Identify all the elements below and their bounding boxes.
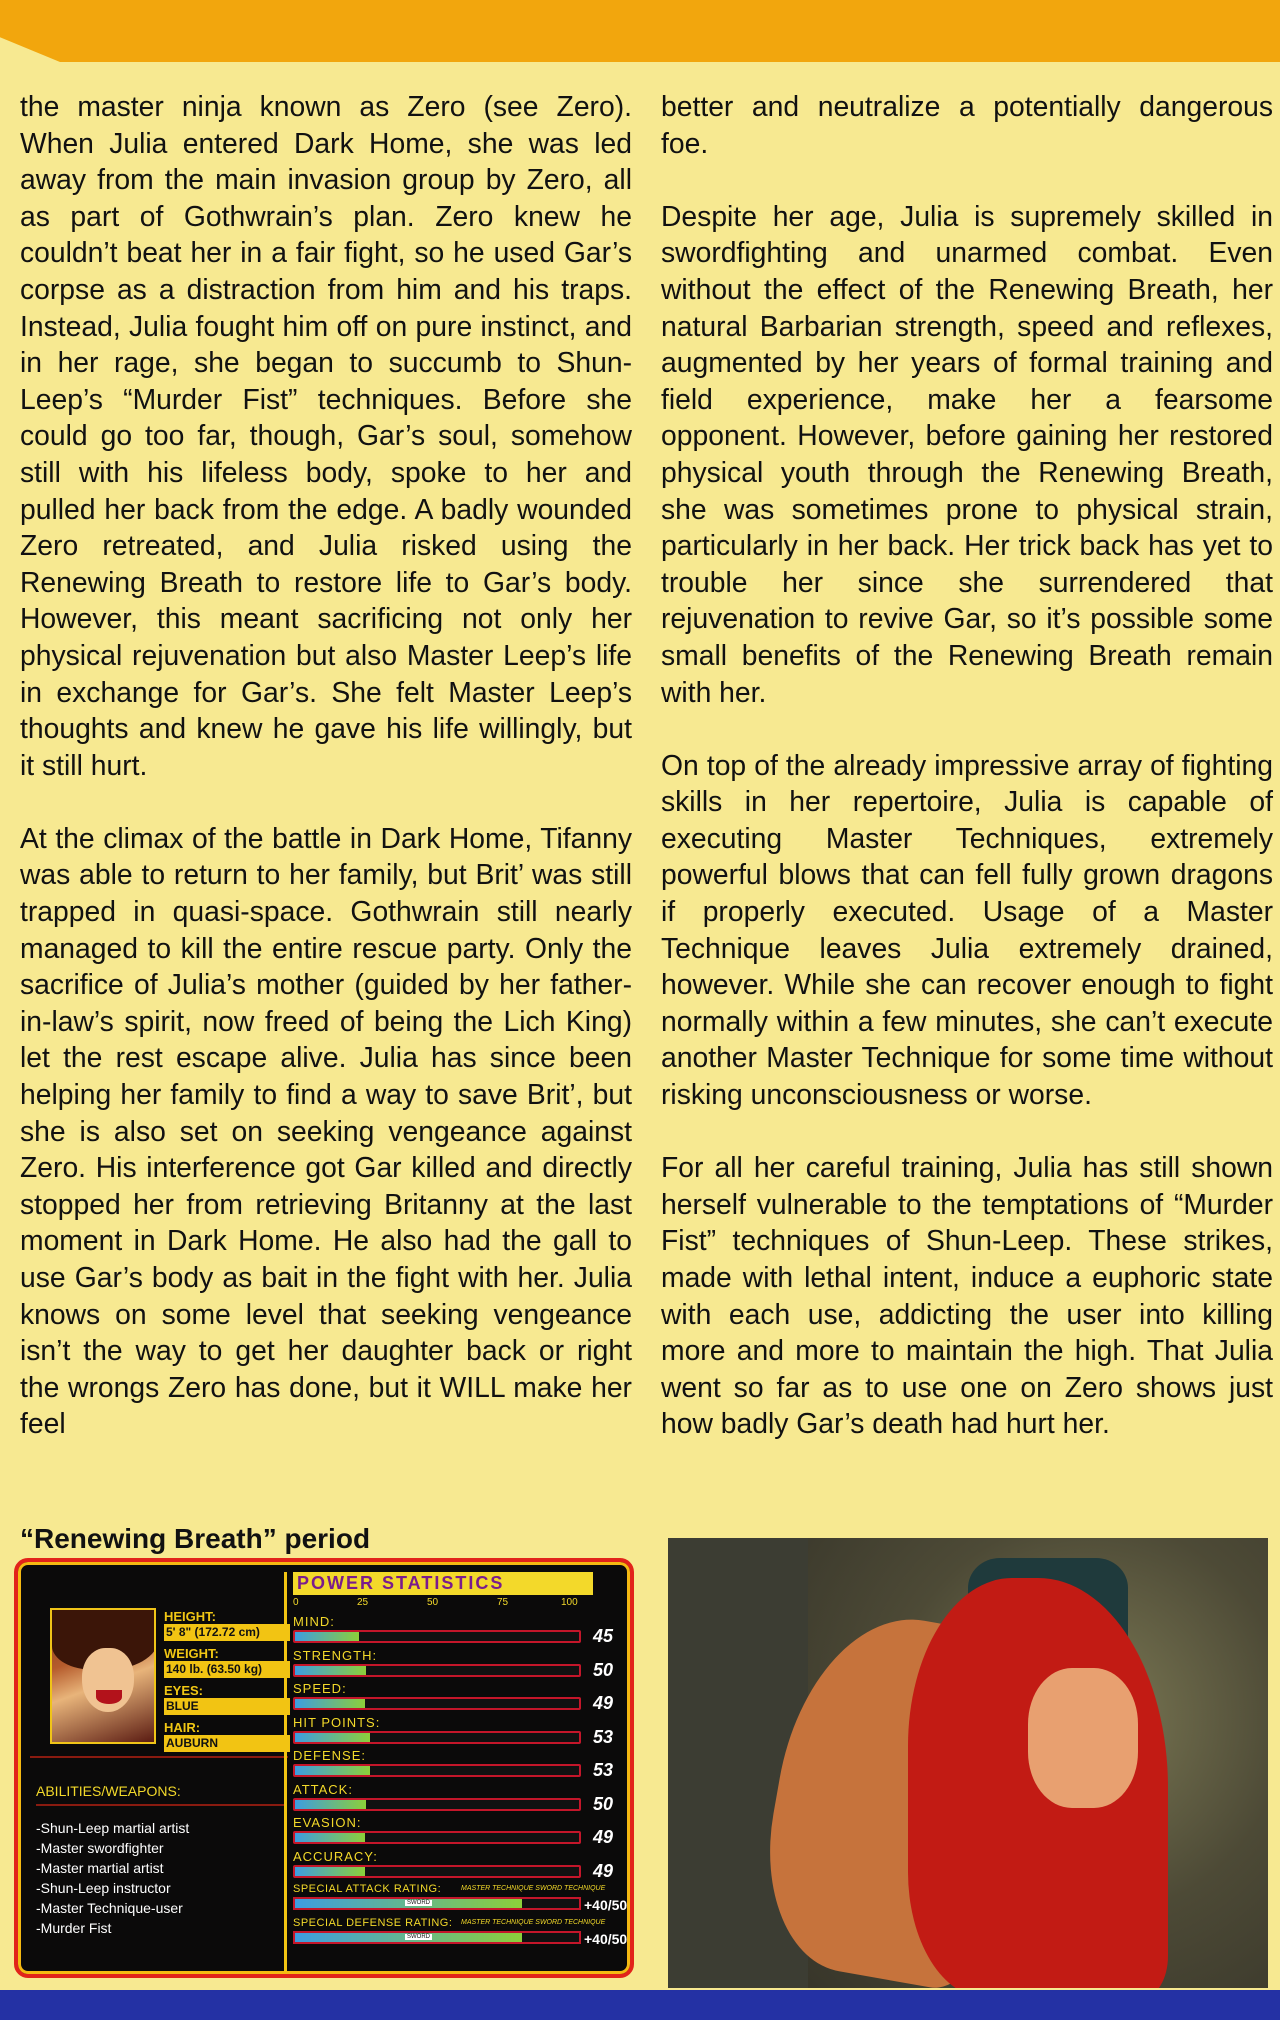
ability-item: -Shun-Leep martial artist bbox=[36, 1820, 190, 1836]
stat-row bbox=[293, 1716, 624, 1750]
abilities-panel bbox=[36, 1782, 286, 1938]
stat-value: 53 bbox=[593, 1726, 614, 1747]
stat-bar-fill bbox=[295, 1699, 365, 1708]
stat-scale bbox=[293, 1595, 624, 1615]
ability-item: -Murder Fist bbox=[36, 1920, 112, 1936]
stat-bar bbox=[293, 1697, 581, 1710]
stat-bar-fill bbox=[295, 1867, 365, 1876]
portrait-mouth bbox=[96, 1690, 122, 1704]
stat-bar bbox=[293, 1831, 581, 1844]
scale-tick-label: 0 bbox=[293, 1597, 299, 1608]
paragraph: At the climax of the battle in Dark Home, Tifanny was able to return to her family, but Brit’ was still trapped in quasi-space. Gothwrain still nearly managed to kill the entire rescue party. Only the sacrifice of Julia’s mother (guided by her father-in-law’s spirit, now freed of being the Lich King) let the rest escape alive. Julia has since been helping her family to find a way to save Brit’, but she is also set on seeking vengeance against Zero. His interference got Gar killed and directly stopped her from retrieving Britanny at the last moment in Dark Home. He also had the gall to use Gar’s body as bait in the fight with her. Julia knows on some level that seeking vengeance isn’t the way to get her daughter back or right the wrongs Zero has done, but it WILL make her feel bbox=[20, 821, 632, 1440]
weight-value: 140 lb. (63.50 kg) bbox=[164, 1661, 290, 1678]
stat-name: ATTACK: bbox=[293, 1781, 353, 1797]
stat-row bbox=[293, 1615, 624, 1649]
stat-list bbox=[293, 1615, 624, 1883]
stat-name: EVASION: bbox=[293, 1815, 362, 1830]
stat-name: MIND: bbox=[293, 1614, 335, 1629]
stat-value: 53 bbox=[593, 1760, 614, 1780]
stat-value: 50 bbox=[593, 1659, 614, 1680]
paragraph: Despite her age, Julia is supremely skilled in swordfighting and unarmed combat. Even without the effect of the Renewing Breath, her natural Barbarian strength, speed and reflexes, augmented by her years of formal training and field experience, make her a fearsome opponent. However, before gaining her restored physical youth through the Renewing Breath, she was sometimes prone to physical strain, particularly in her back. Her trick back has yet to trouble her since she surrendered that rejuvenation to revive Gar, so it’s possible some small benefits of the Renewing Breath remain with her. bbox=[661, 199, 1273, 708]
special-defense-bar bbox=[293, 1931, 581, 1944]
special-attack-note: MASTER TECHNIQUE SWORD TECHNIQUE bbox=[461, 1885, 606, 1892]
stat-name: DEFENSE: bbox=[293, 1748, 367, 1763]
stat-bar-fill bbox=[295, 1666, 366, 1675]
profile-panel bbox=[30, 1580, 288, 1758]
stat-bar-fill bbox=[295, 1766, 370, 1775]
stat-value: 49 bbox=[593, 1827, 614, 1847]
special-attack-weapon: SWORD bbox=[407, 1900, 430, 1906]
eyes-label: EYES: bbox=[164, 1683, 204, 1698]
stat-row bbox=[293, 1649, 624, 1683]
special-defense-value: +40/50 bbox=[584, 1931, 628, 1947]
power-statistics-panel bbox=[284, 1572, 628, 1972]
ability-item: -Master Technique-user bbox=[36, 1900, 183, 1916]
stat-row bbox=[293, 1783, 624, 1817]
character-portrait bbox=[50, 1608, 156, 1744]
special-defense-note: MASTER TECHNIQUE SWORD TECHNIQUE bbox=[461, 1919, 606, 1926]
special-attack-bar bbox=[293, 1897, 581, 1910]
special-attack-value: +40/50 bbox=[584, 1897, 628, 1913]
special-defense-label: SPECIAL DEFENSE RATING: bbox=[293, 1917, 453, 1929]
hair-value: AUBURN bbox=[164, 1735, 290, 1752]
paragraph: On top of the already impressive array of fighting skills in her repertoire, Julia is capable of executing Master Techniques, extremely powerful blows that can fell fully grown dragons if properly executed. Usage of a Master Technique leaves Julia extremely drained, however. While she can recover enough to fight normally within a few minutes, she can’t execute another Master Technique for some time without risking unconsciousness or worse. bbox=[661, 748, 1273, 1111]
stat-bar-fill bbox=[295, 1632, 359, 1641]
scale-tick-label: 50 bbox=[427, 1597, 439, 1608]
special-attack-rating bbox=[293, 1883, 628, 1917]
right-text-column bbox=[661, 88, 1273, 1479]
abilities-heading: ABILITIES/WEAPONS: bbox=[36, 1782, 286, 1806]
stat-value: 50 bbox=[593, 1793, 614, 1814]
stat-bar-fill bbox=[295, 1800, 366, 1809]
stat-name: ACCURACY: bbox=[293, 1848, 378, 1864]
stat-name: SPEED: bbox=[293, 1681, 347, 1696]
character-illustration bbox=[668, 1538, 1268, 1988]
weight-label: WEIGHT: bbox=[164, 1646, 219, 1661]
stat-bar-fill bbox=[295, 1833, 365, 1842]
stat-row bbox=[293, 1850, 624, 1884]
illustration-face bbox=[1028, 1668, 1138, 1808]
paragraph: For all her careful training, Julia has still shown herself vulnerable to the temptations of “Murder Fist” techniques of Shun-Leep. These strikes, made with lethal intent, induce a euphoric state with each use, addicting the user into killing more and more to maintain the high. That Julia went so far as to use one on Zero shows just how badly Gar’s death had hurt her. bbox=[661, 1151, 1273, 1440]
stat-row bbox=[293, 1749, 624, 1783]
period-title: “Renewing Breath” period bbox=[20, 1523, 371, 1554]
stat-bar bbox=[293, 1798, 581, 1811]
stat-bar bbox=[293, 1664, 581, 1677]
special-defense-rating bbox=[293, 1917, 628, 1951]
profile-info bbox=[164, 1610, 290, 1758]
stat-name: HIT POINTS: bbox=[293, 1714, 381, 1730]
ability-item: -Shun-Leep instructor bbox=[36, 1880, 171, 1896]
scale-tick-label: 75 bbox=[497, 1597, 509, 1608]
eyes-value: BLUE bbox=[164, 1698, 290, 1715]
stat-card bbox=[14, 1558, 634, 1978]
stat-value: 49 bbox=[593, 1693, 614, 1713]
ability-item: -Master martial artist bbox=[36, 1860, 164, 1876]
height-value: 5' 8" (172.72 cm) bbox=[164, 1624, 290, 1641]
stat-bar bbox=[293, 1630, 581, 1643]
paragraph: the master ninja known as Zero (see Zero). When Julia entered Dark Home, she was led away from the main invasion group by Zero, all as part of Gothwrain’s plan. Zero knew he couldn’t beat her in a fair fight, so he used Gar’s corpse as a distraction from him and his traps. Instead, Julia fought him off on pure instinct, and in her rage, she began to succumb to Shun-Leep’s “Murder Fist” techniques. Before she could go too far, though, Gar’s soul, somehow still with his lifeless body, spoke to her and pulled her back from the edge. A badly wounded Zero retreated, and Julia risked using the Renewing Breath to restore life to Gar’s body. However, this meant sacrificing not only her physical rejuvenation but also Master Leep’s life in exchange for Gar’s. She felt Master Leep’s thoughts and knew he gave his life willingly, but it still hurt. bbox=[20, 90, 632, 781]
stat-bar bbox=[293, 1865, 581, 1878]
stat-row bbox=[293, 1682, 624, 1716]
paragraph: better and neutralize a potentially dangerous foe. bbox=[661, 90, 1273, 159]
special-attack-label: SPECIAL ATTACK RATING: bbox=[293, 1883, 442, 1895]
special-defense-weapon: SWORD bbox=[407, 1934, 430, 1940]
ability-item: -Master swordfighter bbox=[36, 1840, 164, 1856]
stat-row bbox=[293, 1816, 624, 1850]
stat-bar bbox=[293, 1764, 581, 1777]
left-text-column bbox=[20, 88, 632, 1479]
stat-value: 49 bbox=[593, 1860, 614, 1881]
hair-label: HAIR: bbox=[164, 1720, 201, 1735]
scale-tick-label: 25 bbox=[357, 1597, 369, 1608]
page-header-tab bbox=[0, 0, 1280, 62]
stat-name: STRENGTH: bbox=[293, 1647, 378, 1663]
height-label: HEIGHT: bbox=[164, 1609, 216, 1624]
scale-tick-label: 100 bbox=[561, 1597, 578, 1608]
power-statistics-title: POWER STATISTICS bbox=[293, 1572, 593, 1595]
stat-bar bbox=[293, 1731, 581, 1744]
stat-value: 45 bbox=[593, 1626, 614, 1646]
stat-bar-fill bbox=[295, 1733, 370, 1742]
page-footer-band bbox=[0, 1990, 1280, 2020]
